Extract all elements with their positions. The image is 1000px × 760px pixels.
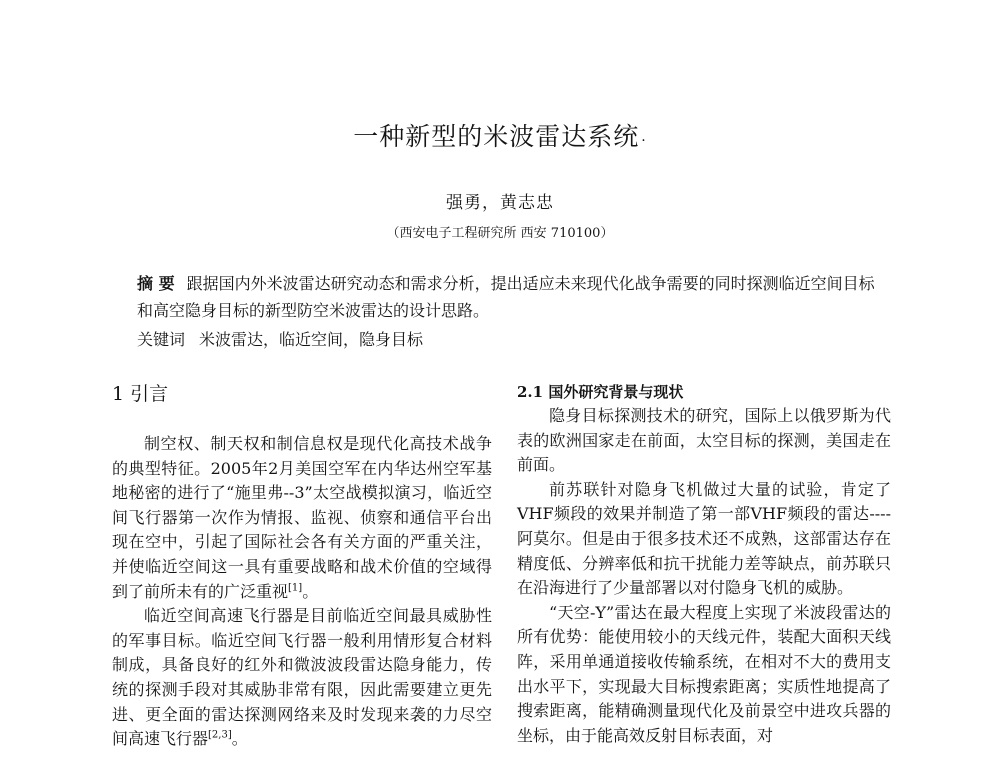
keywords [137,326,877,353]
section-title-introduction: 1 引言 [112,383,169,405]
intro-paragraph-2 [112,604,492,752]
paper-title [0,117,1000,153]
intro-paragraph-2-end: 。 [231,729,248,749]
title-footnote-mark: · [641,133,647,149]
left-column [112,380,492,752]
subsection-title-2-1: 2.1 国外研究背景与现状 [517,383,684,401]
abstract-block [137,270,877,353]
keywords-label: 关键词 [137,330,186,349]
intro-paragraph-1-text: 制空权、制天权和制信息权是现代化高技术战争的典型特征。2005年2月美国空军在内华达州空军基地秘密的进行了“施里弗--3”太空战模拟演习，临近空间飞行器第一次作为情报、监视、侦察和通信平台出现在空中，引起了国际社会各有关方面的严重关注，并使临近空间这一具有重要战略和战术价值的空域得到了前所未有的广泛重视 [112,434,492,601]
citation-1: [1] [288,582,303,594]
background-paragraph-2: 前苏联针对隐身飞机做过大量的试验，肯定了VHF频段的效果并制造了第一部VHF频段的雷达----阿莫尔。但是由于很多技术还不成熟，这部雷达存在精度低、分辨率低和抗干扰能力差等缺点，前苏联只在沿海进行了少量部署以对付隐身飞机的威胁。 [517,479,891,598]
right-column [517,380,891,748]
background-paragraph-3: “天空-Y”雷达在最大程度上实现了米波段雷达的所有优势：能使用较小的天线元件，装配大面积天线阵，采用单通道接收传输系统，在相对不大的费用支出水平下，实现最大目标搜索距离；实质性地提高了搜索距离，能精确测量现代化及前景空中进攻兵器的坐标，由于能高效反射目标表面，对 [517,602,891,745]
citation-2-3: [2,3] [208,729,232,741]
paper-title-text: 一种新型的米波雷达系统 [353,122,640,151]
abstract [137,270,877,324]
intro-paragraph-1 [112,432,492,604]
paper-affiliation: （西安电子工程研究所 西安 710100） [386,226,614,241]
abstract-label: 摘 要 [137,274,175,293]
intro-paragraph-1-end: 。 [302,581,319,601]
paper-authors: 强勇，黄志忠 [446,193,554,213]
background-paragraph-1: 隐身目标探测技术的研究，国际上以俄罗斯为代表的欧洲国家走在前面，太空目标的探测，美国走在前面。 [517,406,891,475]
abstract-text: 跟据国内外米波雷达研究动态和需求分析，提出适应未来现代化战争需要的同时探测临近空间目标和高空隐身目标的新型防空米波雷达的设计思路。 [137,274,875,320]
intro-paragraph-2-text: 临近空间高速飞行器是目前临近空间最具威胁性的军事目标。临近空间飞行器一般利用情形复合材料制成，具备良好的红外和微波波段雷达隐身能力，传统的探测手段对其威胁非常有限，因此需要建立更先进、更全面的雷达探测网络来及时发现来袭的力尽空间高速飞行器 [112,606,492,749]
keywords-text: 米波雷达，临近空间，隐身目标 [199,330,424,349]
